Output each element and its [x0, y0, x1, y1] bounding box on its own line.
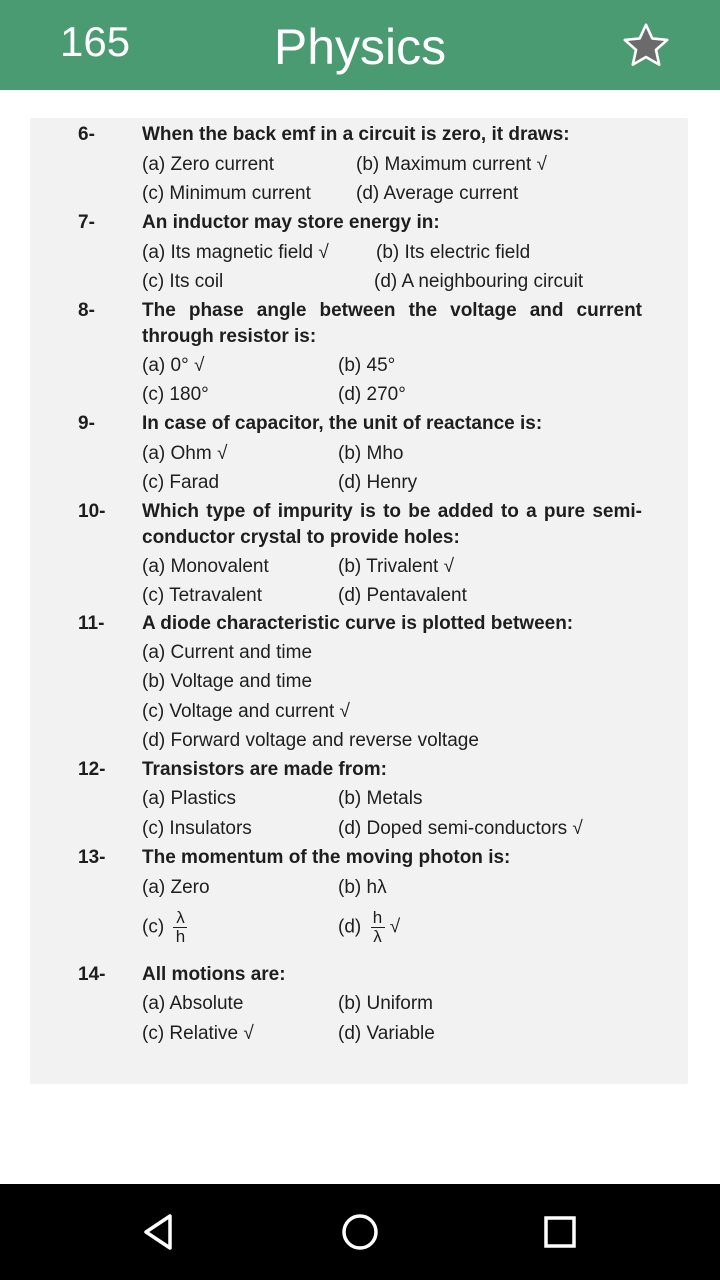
scanned-page	[30, 118, 688, 1084]
option-d: (d) Variable	[338, 1023, 435, 1044]
option-d: (d) 270°	[338, 384, 406, 405]
option-b: (b) Trivalent √	[338, 556, 455, 577]
fraction-denominator: λ	[373, 927, 382, 946]
option-c-label: (c)	[142, 916, 165, 938]
option-b: (b) Voltage and time	[142, 671, 313, 692]
option-b: (b) Mho	[338, 443, 404, 464]
option-d: (d) Pentavalent	[338, 585, 467, 606]
question-text: An inductor may store energy in:	[142, 212, 440, 233]
fraction-numerator: λ	[176, 908, 185, 927]
question-text: A diode characteristic curve is plotted between:	[142, 613, 574, 634]
option-a: (a) Current and time	[142, 642, 313, 663]
fraction-lambda-over-h	[173, 909, 187, 946]
option-a: (a) Plastics	[142, 788, 236, 809]
option-d: (d) A neighbouring circuit	[374, 271, 584, 292]
question-number: 6-	[78, 124, 95, 145]
option-b: (b) hλ	[338, 877, 387, 898]
question-text: All motions are:	[142, 964, 286, 985]
option-d: (d) Doped semi-conductors √	[338, 818, 583, 839]
home-circle-icon	[340, 1212, 380, 1252]
star-icon	[620, 20, 672, 72]
option-a: (a) Its magnetic field √	[142, 242, 329, 263]
question-number: 12-	[78, 759, 106, 780]
option-d: (d) Average current	[356, 183, 519, 204]
option-a: (a) Monovalent	[142, 556, 269, 577]
option-a: (a) Ohm √	[142, 443, 228, 464]
back-triangle-icon	[140, 1212, 180, 1252]
option-a: (a) 0° √	[142, 355, 205, 376]
option-c: (c) Tetravalent	[142, 585, 263, 606]
question-text: In case of capacitor, the unit of reactance is:	[142, 413, 543, 434]
option-c: (c) Its coil	[142, 271, 224, 292]
correct-mark: √	[389, 916, 401, 938]
question-number: 7-	[78, 212, 95, 233]
option-c	[142, 909, 187, 946]
option-c: (c) Minimum current	[142, 183, 311, 204]
question-number: 14-	[78, 964, 106, 985]
fraction-h-over-lambda	[371, 909, 385, 946]
option-d: (d) Forward voltage and reverse voltage	[142, 730, 479, 751]
favorite-button[interactable]	[616, 16, 676, 76]
page-number: 165	[60, 18, 131, 65]
question-number: 13-	[78, 847, 106, 868]
option-c: (c) Insulators	[142, 818, 252, 839]
option-b: (b) Uniform	[338, 993, 434, 1014]
question-text: Transistors are made from:	[142, 759, 387, 780]
option-d: (d) Henry	[338, 472, 418, 493]
system-nav-bar	[0, 1184, 720, 1280]
fraction-numerator: h	[372, 908, 383, 927]
app-bar	[0, 0, 720, 90]
option-a: (a) Absolute	[142, 993, 244, 1014]
question-text: Which type of impurity is to be added to a pure semi-conductor crystal to provide holes:	[142, 501, 642, 548]
option-c: (c) Voltage and current √	[142, 701, 350, 722]
question-number: 9-	[78, 413, 95, 434]
option-b: (b) Metals	[338, 788, 423, 809]
question-text: The momentum of the moving photon is:	[142, 847, 511, 868]
recents-button[interactable]	[530, 1202, 590, 1262]
fraction-denominator: h	[175, 927, 186, 946]
option-d	[338, 909, 400, 946]
option-b: (b) 45°	[338, 355, 396, 376]
option-c: (c) Farad	[142, 472, 220, 493]
question-number: 10-	[78, 501, 106, 522]
option-b: (b) Maximum current √	[356, 154, 547, 175]
option-c: (c) 180°	[142, 384, 209, 405]
question-text: The phase angle between the voltage and current through resistor is:	[142, 300, 642, 347]
back-button[interactable]	[130, 1202, 190, 1262]
option-b: (b) Its electric field	[376, 242, 531, 263]
question-number: 8-	[78, 300, 95, 321]
option-a: (a) Zero current	[142, 154, 274, 175]
option-d-label: (d)	[338, 916, 362, 938]
option-c: (c) Relative √	[142, 1023, 254, 1044]
recents-square-icon	[540, 1212, 580, 1252]
option-a: (a) Zero	[142, 877, 210, 898]
question-number: 11-	[78, 613, 105, 634]
page-title: Physics	[273, 19, 447, 75]
question-text: When the back emf in a circuit is zero, it draws:	[142, 124, 570, 145]
home-button[interactable]	[330, 1202, 390, 1262]
